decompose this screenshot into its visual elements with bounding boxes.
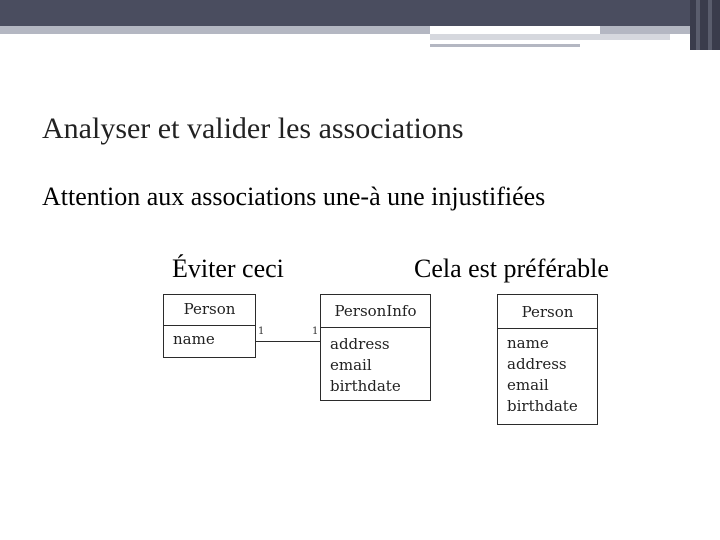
uml-attributes (498, 329, 597, 417)
header-band-light (430, 34, 670, 40)
multiplicity-a: 1 (258, 326, 265, 337)
uml-class-name: PersonInfo (321, 295, 430, 328)
uml-attribute: name (173, 330, 215, 348)
header-band (0, 26, 430, 34)
header-band-thin (430, 44, 580, 47)
slide-subtitle: Attention aux associations une-à une injustifiées (42, 182, 546, 211)
association-line (256, 341, 321, 342)
uml-class-name: Person (498, 295, 597, 329)
caption-avoid: Éviter ceci (172, 254, 284, 283)
slide-title: Analyser et valider les associations (42, 112, 464, 145)
header-accent (690, 0, 720, 50)
multiplicity-b: 1 (312, 326, 319, 337)
uml-class-name: Person (164, 295, 255, 326)
uml-class-person-merged (497, 294, 598, 425)
uml-attribute: birthdate (507, 397, 578, 415)
uml-class-personinfo (320, 294, 431, 401)
uml-class-person (163, 294, 256, 358)
header-bar (0, 0, 720, 26)
caption-preferred: Cela est préférable (414, 254, 609, 283)
uml-attribute: address (507, 355, 567, 373)
uml-attribute: email (507, 376, 549, 394)
uml-attribute: address (330, 335, 390, 353)
uml-attribute: email (330, 356, 372, 374)
uml-attribute: name (507, 334, 549, 352)
uml-attribute: birthdate (330, 377, 401, 395)
uml-attributes (321, 328, 430, 397)
uml-attributes (164, 326, 255, 349)
header-band-right (600, 26, 690, 34)
